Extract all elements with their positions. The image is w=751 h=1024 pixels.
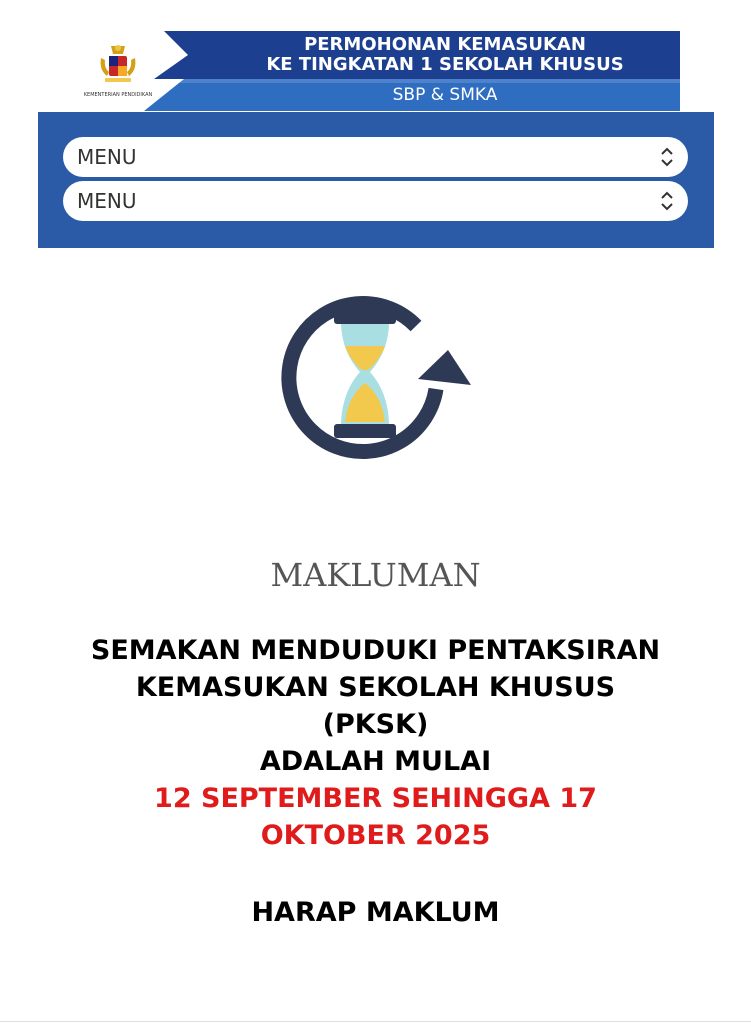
notice-date-line-2: OKTOBER 2025: [260, 820, 491, 851]
hourglass-refresh-icon: [266, 284, 486, 464]
chevron-updown-icon: [660, 190, 674, 212]
menu-select-label: MENU: [77, 145, 137, 169]
notice-body: [0, 632, 751, 931]
notice-date-line-1: 12 SEPTEMBER SEHINGGA 17: [154, 783, 597, 814]
notice-heading: MAKLUMAN: [270, 556, 481, 594]
menu-select-2[interactable]: [63, 181, 688, 221]
notice-line-3: (PKSK): [322, 709, 429, 740]
notice-line-2: KEMASUKAN SEKOLAH KHUSUS: [135, 672, 616, 703]
notice-line-4: ADALAH MULAI: [259, 746, 492, 777]
banner-title-line1: PERMOHONAN KEMASUKAN: [304, 34, 586, 55]
coat-of-arms-icon: [95, 42, 141, 88]
menu-select-1[interactable]: [63, 137, 688, 177]
banner-title-line2: KE TINGKATAN 1 SEKOLAH KHUSUS: [266, 54, 624, 75]
site-header: [38, 28, 714, 248]
notice-line-1: SEMAKAN MENDUDUKI PENTAKSIRAN: [90, 635, 661, 666]
chevron-updown-icon: [660, 146, 674, 168]
bottom-divider: [0, 1021, 751, 1022]
menu-panel: [38, 112, 714, 248]
logo-caption: KEMENTERIAN PENDIDIKAN: [83, 92, 153, 98]
spacer: [0, 854, 751, 894]
title-banner: [144, 31, 680, 111]
menu-select-label: MENU: [77, 189, 137, 213]
notice-closing: HARAP MAKLUM: [251, 897, 500, 928]
banner-subtitle: SBP & SMKA: [392, 85, 498, 105]
